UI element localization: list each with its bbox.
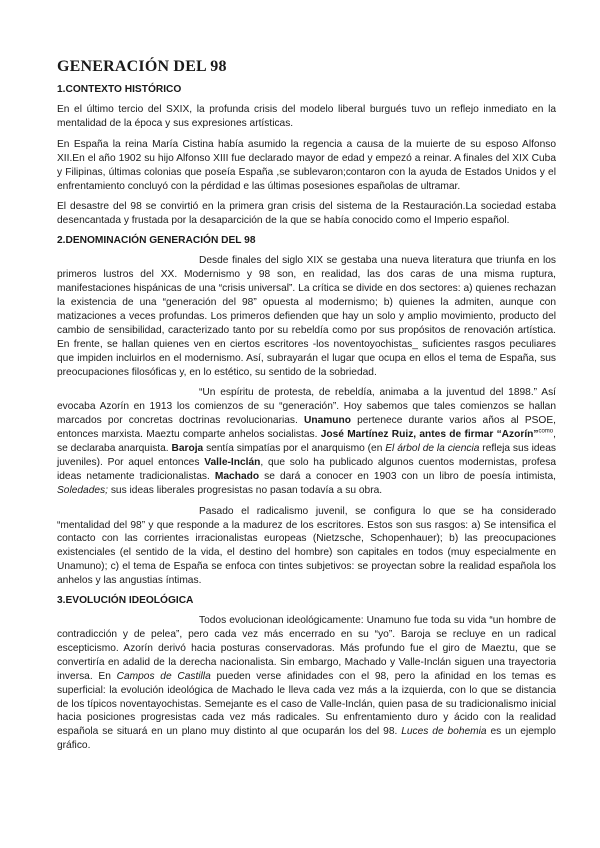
- name-valle-inclan: Valle-Inclán: [204, 456, 261, 468]
- paragraph-contexto-3: El desastre del 98 se convirtió en la primera gran crisis del sistema de la Restauración.La sociedad estaba desencantada y frustada por la desaparcición de la que se había conocido como el Imperio español.: [57, 201, 556, 227]
- denominacion-2-text-d: refleja sus ideas juveniles). Por aquel entonces: [57, 443, 556, 468]
- paragraph-contexto-1: En el último tercio del SXIX, la profunda crisis del modelo liberal burgués tuvo un reflejo inmediato en la mentalidad de la época y sus expresiones artísticas.: [57, 104, 556, 129]
- denominacion-2-text-c: sentía simpatías por el anarquismo (en: [206, 443, 383, 455]
- denominacion-2-text-f: se dará a conocer en 1903 con un libro de poesía intimista,: [264, 470, 556, 482]
- paragraph-denominacion-2: [57, 386, 556, 497]
- work-arbol-ciencia: El árbol de la ciencia: [385, 443, 480, 455]
- paragraph-denominacion-1: Desde finales del siglo XIX se gestaba una nueva literatura que triunfa en los primeros lustros del XX. Modernismo y 98 son, en realidad, las dos caras de una misma ruptura, manifestaciones hispánicas de una “crisis universal”. La crítica se divide en dos sectores: a) quienes rechazan la existencia de una “generación del 98” opuesta al modernismo; b) quienes la admiten, aunque con matizaciones a veces profundas. Los primeros defienden que hay un solo y amplio movimiento, producto del cambio de sensibilidad, caracterizado tanto por su rebeldía como por sus propósitos de renovación artística. En frente, se hallan quienes ven en ciertos escritores -los noventoyochistas_ suficientes rasgos peculiares que impiden incluirlos en el modernismo. Así, subrayarán el lugar que ocupa en ellos el tema de España, sus preocupaciones filosóficas y, en lo estético, su sentido de la sobriedad.: [57, 255, 556, 378]
- name-baroja: Baroja: [171, 443, 204, 455]
- work-campos-castilla: Campos de Castilla: [116, 670, 211, 682]
- name-machado: Machado: [214, 470, 260, 482]
- annotation-como: como: [538, 428, 554, 435]
- evolucion-1-text-c: es un ejemplo gráfico.: [57, 726, 556, 752]
- paragraph-contexto-2: En España la reina María Cistina había asumido la regencia a causa de la muierte de su esposo Alfonso XII.En el año 1902 su hijo Alfonso XIII fue declarado mayor de edad y empezó a reinar. A finales del XIX Cuba y Filipinas, últimas colonias que poseía España ,se sublevaron;contaron con la ayuda de Estados Unidos y el enfrentamiento concluyó con la pérdidad e las últimas posesiones españolas de ultramar.: [57, 138, 556, 192]
- denominacion-2-intro: “Un espíritu de protesta, de rebeldía, animaba a la juventud del 1898.” Así evocaba Azorín en 1913 los comienzos de su “generación”. Hoy sabemos que tales comienzos se hallan marcados por concretas doctrinas revolucionarias.: [57, 387, 556, 427]
- name-azorin: José Martínez Ruiz, antes de firmar “Azorín”: [320, 429, 539, 441]
- section-heading-contexto: 1.CONTEXTO HISTÓRICO: [57, 84, 182, 95]
- evolucion-1-text-b: pueden verse afinidades con el 98, pero la afinidad en los temas es superficial: la evolución ideológica de Machado le lleva cada vez más a la izquierda, con lo que se distancia de los típicos noventayochistas. Semejante es el caso de Valle-Inclán, quien pasa de su tradicionalismo inicial hacia posiciones progresistas cada vez más radicales. Su enfrentamiento duro y ácido con la realidad española se situará en un plano muy distinto al que ocuparán los del 98.: [57, 670, 556, 738]
- evolucion-1-text-a: Todos evolucionan ideológicamente: Unamuno fue toda su vida “un hombre de contradicción y de pelea”, pero cada vez más encerrado en su “yo”. Baroja se recluye en un radical escepticismo. Azorín derivó hacia posturas conservadoras. Más profundo fue el giro de Maeztu, que se convertiría en adalid de la derecha nacionalista. Sin embargo, Machado y Valle-Inclán siguen una trayectoria inversa. En: [57, 615, 556, 682]
- section-heading-evolucion: 3.EVOLUCIÓN IDEOLÓGICA: [57, 595, 194, 607]
- paragraph-denominacion-3: Pasado el radicalismo juvenil, se configura lo que se ha considerado “mentalidad del 98” y que responde a la madurez de los escritores. Estos son sus rasgos: a) Se intensifica el contacto con las corrientes irracionalistas europeas (Nietzsche, Schopenhauer); b) las preocupaciones existenciales (el sentido de la vida, el destino del hombre) son capitales en todos (muy especialmente en Unamuno); c) el tema de España se enfoca con tintes subjetivos: se proyectan sobre la realidad española los anhelos y las angustias íntimas.: [57, 505, 556, 587]
- work-luces-bohemia: Luces de bohemia: [401, 726, 487, 738]
- document-title: GENERACIÓN DEL 98: [57, 58, 227, 75]
- denominacion-2-text-e: , que solo ha publicado algunos cuentos modernistas, profesa ideas netamente tradicionalistas.: [57, 456, 557, 482]
- work-soledades: Soledades;: [57, 484, 108, 496]
- denominacion-2-text-g: sus ideas liberales progresistas no pasan todavía a su obra.: [110, 484, 383, 496]
- name-unamuno: Unamuno: [303, 415, 351, 427]
- denominacion-2-text-b: , se declaraba anarquista.: [57, 429, 556, 455]
- paragraph-evolucion-1: [57, 614, 556, 753]
- section-heading-denominacion: 2.DENOMINACIÓN GENERACIÓN DEL 98: [57, 235, 256, 247]
- denominacion-2-text-a: pertenece durante varios años al PSOE, entonces marxista. Maeztu comparte anhelos socialistas.: [57, 415, 556, 441]
